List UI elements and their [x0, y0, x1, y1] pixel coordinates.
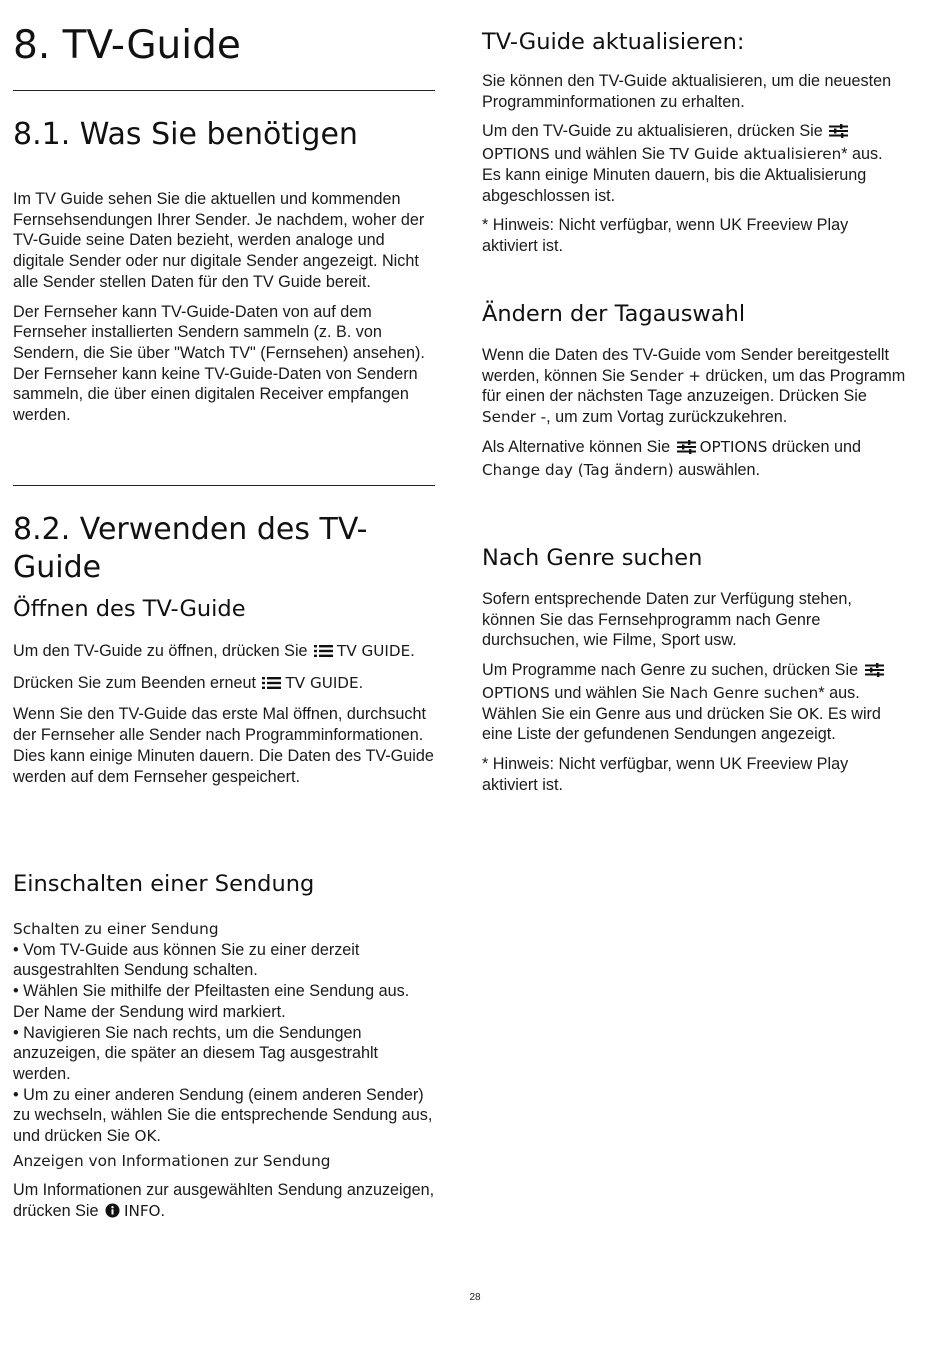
- subsection-heading-update: TV-Guide aktualisieren:: [482, 29, 745, 55]
- list-icon: [262, 675, 281, 696]
- options-icon: [829, 123, 848, 144]
- sub-heading: Schalten zu einer Sendung: [13, 920, 219, 938]
- paragraph: Wenn die Daten des TV-Guide vom Sender bereitgestellt werden, können Sie Sender + drücken, um das Programm für einen der nächsten Tage anzuzeigen. Drücken Sie Sender -, um zum Vortag zurückzukehren.: [482, 346, 906, 427]
- note: * Hinweis: Nicht verfügbar, wenn UK Freeview Play aktiviert ist.: [482, 754, 849, 794]
- divider: [13, 485, 435, 486]
- paragraph: Im TV Guide sehen Sie die aktuellen und kommenden Fernsehsendungen Ihrer Sender. Je nachdem, woher der TV-Guide seine Daten bezieht, werden analoge und digitale Sender oder nur digitale Sender angezeigt. Nicht alle Sender stellen Daten für den TV Guide bereit.: [13, 190, 425, 291]
- section-heading-8-1: 8.1. Was Sie benötigen: [13, 117, 358, 152]
- paragraph: Drücken Sie zum Beenden erneut TV GUIDE.: [13, 673, 435, 696]
- paragraph: Sofern entsprechende Daten zur Verfügung stehen, können Sie das Fernsehprogramm nach Genre durchsuchen, wie Filme, Sport usw.: [482, 590, 852, 650]
- paragraph: Um Informationen zur ausgewählten Sendung anzuzeigen, drücken Sie INFO.: [13, 1180, 435, 1223]
- subsection-heading-day: Ändern der Tagauswahl: [482, 301, 746, 327]
- paragraph: Um den TV-Guide zu aktualisieren, drücken Sie OPTIONS und wählen Sie TV Guide aktualisieren* aus. Es kann einige Minuten dauern, bis die Aktualisierung abgeschlossen ist.: [482, 122, 883, 205]
- bullet-item: • Vom TV-Guide aus können Sie zu einer derzeit ausgestrahlten Sendung schalten.: [13, 940, 360, 980]
- sub-heading: Anzeigen von Informationen zur Sendung: [13, 1151, 331, 1170]
- chapter-title: 8. TV-Guide: [13, 23, 241, 68]
- bullet-item: • Wählen Sie mithilfe der Pfeiltasten eine Sendung aus. Der Name der Sendung wird markiert.: [13, 982, 410, 1021]
- list-icon: [314, 643, 333, 664]
- menu-item-label: Change day (Tag ändern): [482, 460, 674, 479]
- menu-item-label: Nach Genre suchen: [669, 683, 819, 702]
- bullet-item: • Navigieren Sie nach rechts, um die Sendungen anzuzeigen, die später an diesem Tag ausgestrahlt werden.: [13, 1023, 379, 1083]
- subsection-heading-switch: Einschalten einer Sendung: [13, 871, 315, 897]
- paragraph: Um den TV-Guide zu öffnen, drücken Sie TV GUIDE.: [13, 641, 435, 664]
- paragraph: Wählen Sie ein Genre aus und drücken Sie OK. Es wird eine Liste der gefundenen Sendungen angezeigt.: [482, 704, 881, 744]
- options-icon: [677, 439, 696, 460]
- paragraph: Um Programme nach Genre zu suchen, drücken Sie OPTIONS und wählen Sie Nach Genre suchen* aus.: [482, 660, 906, 703]
- key-label: Sender +: [629, 366, 701, 385]
- key-label: OPTIONS: [699, 437, 768, 456]
- paragraph: Sie können den TV-Guide aktualisieren, um die neuesten Programminformationen zu erhalten.: [482, 72, 892, 111]
- menu-item-label: TV Guide aktualisieren: [669, 145, 842, 164]
- key-label: OPTIONS: [482, 683, 550, 702]
- subsection-heading-open: Öffnen des TV-Guide: [13, 596, 246, 622]
- key-label: INFO: [123, 1202, 161, 1221]
- subsection-heading-genre: Nach Genre suchen: [482, 545, 703, 571]
- paragraph: Der Fernseher kann TV-Guide-Daten von auf dem Fernseher installierten Sendern sammeln (z. B. von Sendern, die Sie über "Watch TV" (Fernsehen) ansehen). Der Fernseher kann keine TV-Guide-Daten von Sendern sammeln, die über einen digitalen Receiver empfangen werden.: [13, 302, 425, 425]
- divider: [13, 90, 435, 91]
- note: * Hinweis: Nicht verfügbar, wenn UK Freeview Play aktiviert ist.: [482, 216, 849, 255]
- paragraph: Als Alternative können Sie OPTIONS drücken und Change day (Tag ändern) auswählen.: [482, 437, 861, 479]
- key-label: TV GUIDE: [337, 642, 411, 660]
- options-icon: [865, 662, 884, 683]
- key-label: Sender -: [482, 408, 547, 427]
- key-label: OK: [134, 1127, 157, 1146]
- page-number: 28: [469, 1292, 481, 1303]
- paragraph: Wenn Sie den TV-Guide das erste Mal öffnen, durchsucht der Fernseher alle Sender nach Programminformationen. Dies kann einige Minuten dauern. Die Daten des TV-Guide werden auf dem Fernseher gespeichert.: [13, 705, 434, 786]
- info-icon: [105, 1203, 120, 1224]
- key-label: TV GUIDE: [285, 673, 359, 692]
- key-label: OK: [796, 704, 819, 723]
- section-heading-8-2: 8.2. Verwenden des TV-Guide: [13, 512, 368, 585]
- bullet-item: • Um zu einer anderen Sendung (einem anderen Sender) zu wechseln, wählen Sie die entsprechende Sendung aus, und drücken Sie OK.: [13, 1085, 433, 1146]
- key-label: OPTIONS: [482, 145, 550, 164]
